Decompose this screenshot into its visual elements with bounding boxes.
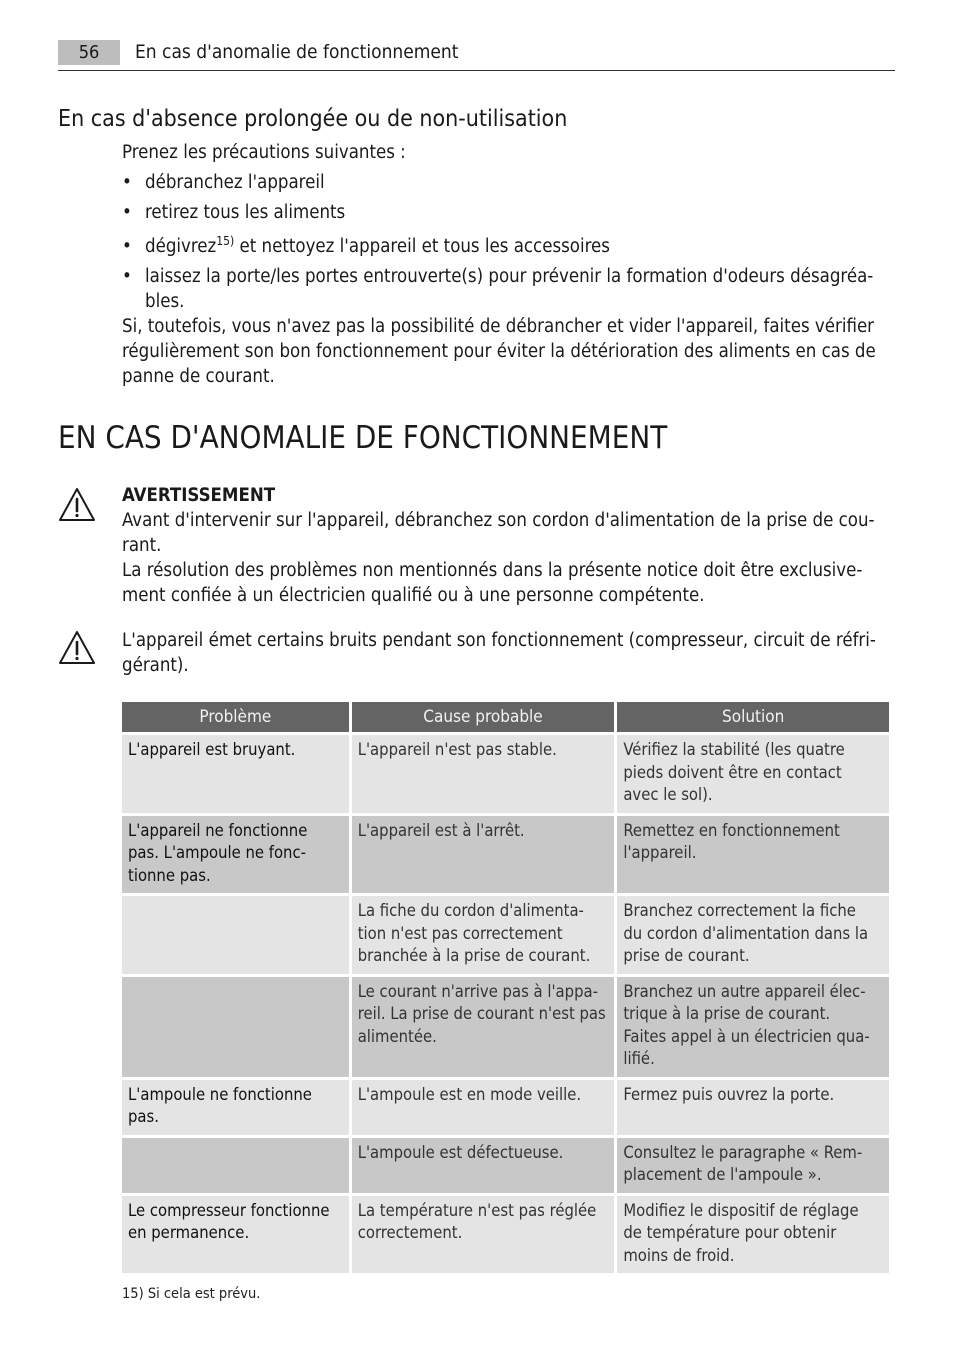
troubleshooting-table bbox=[119, 699, 892, 1276]
cell-text-line: prise de courant. bbox=[623, 946, 750, 965]
cause-cell bbox=[352, 1138, 615, 1193]
cell-text-line: alimentée. bbox=[357, 1026, 437, 1046]
cell-text-line: branchée à la prise de courant. bbox=[357, 946, 591, 965]
cell-text-line: L'ampoule est défectueuse. bbox=[357, 1142, 564, 1162]
table-row bbox=[122, 1196, 889, 1274]
cell-text-line: de température pour obtenir bbox=[623, 1223, 837, 1242]
list-item-text: débranchez l'appareil bbox=[145, 172, 325, 193]
problem-cell bbox=[122, 977, 349, 1077]
table-row bbox=[122, 735, 889, 813]
warning-text-line: Avant d'intervenir sur l'appareil, débranchez son cordon d'alimentation de la prise de cou- bbox=[122, 510, 875, 531]
absence-paragraph-line: régulièrement son bon fonctionnement pour éviter la détérioration des aliments en cas de bbox=[122, 341, 876, 362]
cell-text-line: tion n'est pas correctement bbox=[357, 923, 563, 943]
cell-text-line: L'ampoule est en mode veille. bbox=[357, 1084, 582, 1104]
cause-cell bbox=[352, 896, 615, 974]
problem-cell bbox=[122, 1196, 349, 1274]
cell-text-line: Consultez le paragraphe « Rem- bbox=[623, 1142, 863, 1162]
list-item-text: retirez tous les aliments bbox=[145, 202, 346, 223]
bullet-icon: • bbox=[122, 172, 132, 193]
bullet-icon: • bbox=[122, 202, 132, 223]
list-item-text: dégivrez bbox=[145, 236, 217, 257]
cell-text-line: Modifiez le dispositif de réglage bbox=[623, 1200, 859, 1220]
absence-paragraph-line: Si, toutefois, vous n'avez pas la possibilité de débrancher et vider l'appareil, faites vérifier bbox=[122, 316, 875, 337]
cell-text-line: pieds doivent être en contact bbox=[623, 762, 842, 782]
problem-cell bbox=[122, 735, 349, 813]
solution-cell bbox=[617, 977, 889, 1077]
absence-intro: Prenez les précautions suivantes : bbox=[122, 142, 406, 163]
cause-cell bbox=[352, 735, 615, 813]
warning-text-line: rant. bbox=[122, 535, 162, 556]
list-item-text: laissez la porte/les portes entrouverte(s) pour prévenir la formation d'odeurs désagréa- bbox=[145, 266, 874, 287]
problem-cell bbox=[122, 1080, 349, 1135]
solution-cell bbox=[617, 1138, 889, 1193]
list-item-text-group bbox=[145, 234, 880, 259]
notice-text-line: L'appareil émet certains bruits pendant son fonctionnement (compresseur, circuit de réfri- bbox=[122, 630, 876, 651]
cell-text-line: avec le sol). bbox=[623, 785, 713, 804]
warning-triangle-icon bbox=[58, 630, 96, 666]
solution-cell bbox=[617, 896, 889, 974]
cell-text-line: en permanence. bbox=[128, 1223, 250, 1242]
footnote: 15) Si cela est prévu. bbox=[122, 1286, 261, 1302]
cell-text-line: Faites appel à un électricien qua- bbox=[623, 1026, 870, 1046]
cell-text-line: pas. L'ampoule ne fonc- bbox=[128, 843, 306, 862]
cell-text-line: lifié. bbox=[623, 1049, 655, 1068]
cell-text-line: Branchez correctement la fiche bbox=[623, 901, 856, 920]
header-divider bbox=[58, 70, 895, 71]
solution-cell bbox=[617, 1196, 889, 1274]
table-header-row bbox=[122, 702, 889, 732]
warning-triangle-icon bbox=[58, 487, 96, 523]
page-title: EN CAS D'ANOMALIE DE FONCTIONNEMENT bbox=[58, 420, 668, 456]
list-item-text-rest: et nettoyez l'appareil et tous les accessoires bbox=[234, 236, 610, 257]
cause-cell bbox=[352, 1196, 615, 1274]
list-item-text-cont: bles. bbox=[145, 291, 185, 312]
table-row bbox=[122, 896, 889, 974]
cell-text-line: placement de l'ampoule ». bbox=[623, 1165, 822, 1184]
cell-text-line: l'appareil. bbox=[623, 843, 697, 862]
cell-text-line: L'appareil n'est pas stable. bbox=[357, 740, 557, 759]
cell-text-line: La température n'est pas réglée bbox=[357, 1200, 597, 1220]
footnote-ref[interactable]: 15) bbox=[216, 234, 235, 248]
problem-cell bbox=[122, 1138, 349, 1193]
column-header-problem: Problème bbox=[122, 702, 349, 732]
cause-cell bbox=[352, 816, 615, 894]
cell-text-line: Fermez puis ouvrez la porte. bbox=[623, 1084, 835, 1104]
cell-text-line: Vérifiez la stabilité (les quatre bbox=[623, 740, 845, 759]
table-row bbox=[122, 977, 889, 1077]
cell-text-line: L'ampoule ne fonctionne bbox=[128, 1084, 312, 1104]
cell-text-line: Branchez un autre appareil élec- bbox=[623, 981, 866, 1001]
section-heading-absence: En cas d'absence prolongée ou de non-utilisation bbox=[58, 106, 568, 132]
cell-text-line: L'appareil est à l'arrêt. bbox=[357, 820, 525, 840]
warning-text-line: La résolution des problèmes non mentionnés dans la présente notice doit être exclusive- bbox=[122, 560, 863, 581]
problem-cell bbox=[122, 896, 349, 974]
notice-text-line: gérant). bbox=[122, 655, 189, 676]
table-row bbox=[122, 1080, 889, 1135]
solution-cell bbox=[617, 735, 889, 813]
table-row bbox=[122, 816, 889, 894]
solution-cell bbox=[617, 816, 889, 894]
cause-cell bbox=[352, 977, 615, 1077]
cell-text-line: La fiche du cordon d'alimenta- bbox=[357, 901, 584, 920]
bullet-icon: • bbox=[122, 266, 132, 287]
running-header-title: En cas d'anomalie de fonctionnement bbox=[135, 41, 459, 63]
cell-text-line: tionne pas. bbox=[128, 865, 211, 885]
problem-cell bbox=[122, 816, 349, 894]
cell-text-line: Remettez en fonctionnement bbox=[623, 820, 840, 840]
cell-text-line: L'appareil ne fonctionne bbox=[128, 820, 308, 840]
cell-text-line: pas. bbox=[128, 1107, 159, 1126]
table-row bbox=[122, 1138, 889, 1193]
page-number: 56 bbox=[58, 40, 120, 65]
bullet-icon: • bbox=[122, 236, 132, 257]
warning-text-line: ment confiée à un électricien qualifié ou à une personne compétente. bbox=[122, 585, 705, 606]
cell-text-line: Le compresseur fonctionne bbox=[128, 1200, 330, 1220]
cell-text-line: trique à la prise de courant. bbox=[623, 1004, 831, 1023]
cell-text-line: Le courant n'arrive pas à l'appa- bbox=[357, 981, 598, 1001]
cell-text-line: reil. La prise de courant n'est pas bbox=[357, 1004, 606, 1023]
cell-text-line: correctement. bbox=[357, 1223, 463, 1242]
cell-text-line: moins de froid. bbox=[623, 1245, 735, 1265]
cell-text-line: du cordon d'alimentation dans la bbox=[623, 923, 869, 943]
cause-cell bbox=[352, 1080, 615, 1135]
solution-cell bbox=[617, 1080, 889, 1135]
cell-text-line: L'appareil est bruyant. bbox=[128, 740, 296, 759]
absence-paragraph-line: panne de courant. bbox=[122, 366, 275, 387]
column-header-cause: Cause probable bbox=[352, 702, 615, 732]
column-header-solution: Solution bbox=[617, 702, 889, 732]
warning-title: AVERTISSEMENT bbox=[122, 485, 276, 506]
